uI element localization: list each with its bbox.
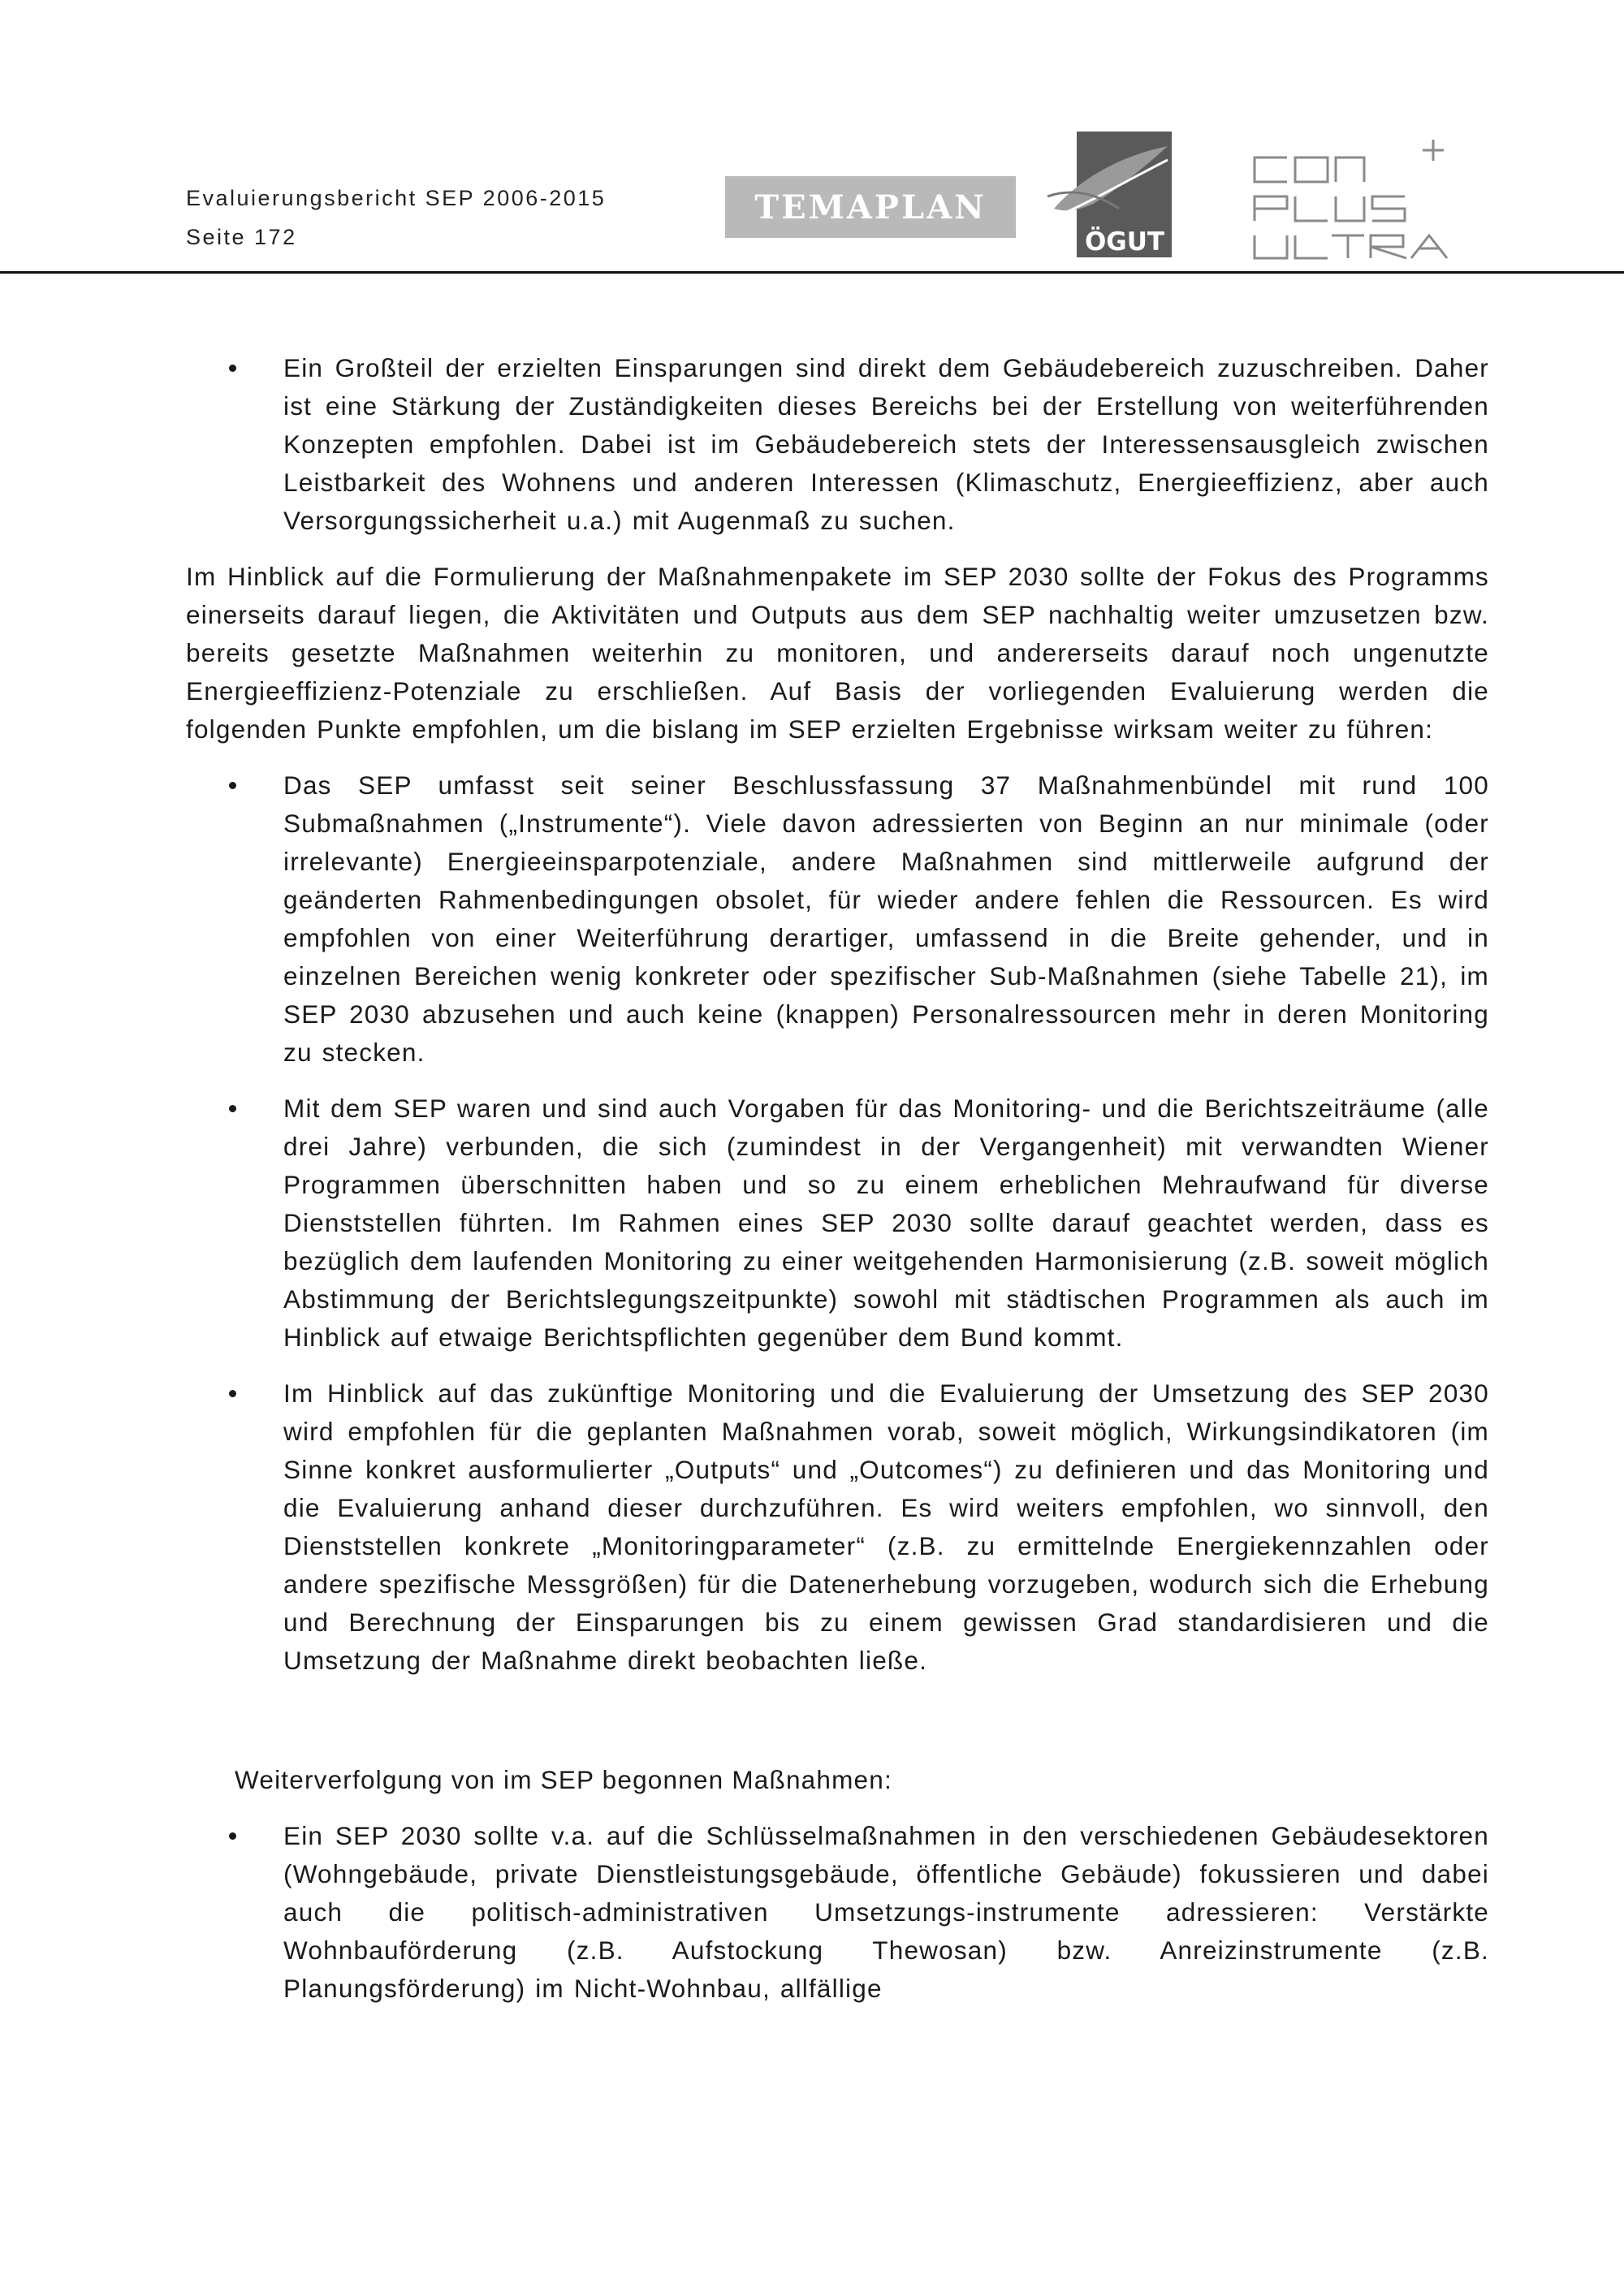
bullet-icon xyxy=(229,365,236,372)
bullet-text: Im Hinblick auf das zukünftige Monitoring und die Evaluierung der Umsetzung des SEP 2030 wird empfohlen für die geplanten Maßnahmen vorab, soweit möglich, Wirkungsindikatoren (im Sinne konkret ausformulierter „Outputs“ und „Outcomes“) zu definieren und das Monitoring und die Evaluierung anhand dieser durchzuführen. Es wird weiters empfohlen, wo sinnvoll, den Dienststellen konkrete „Monitoringparameter“ (z.B. zu ermittelnde Energiekennzahlen oder andere spezifische Messgrößen) für die Datenerhebung vorzugeben, wodurch sich die Erhebung und Berechnung der Einsparungen bis zu einem gewissen Grad standardisieren und die Umsetzung der Maßnahme direkt beobachten ließe. xyxy=(283,1379,1489,1675)
body-paragraph: Im Hinblick auf die Formulierung der Maßnahmenpakete im SEP 2030 sollte der Fokus des Programms einerseits darauf liegen, die Aktivitäten und Outputs aus dem SEP nachhaltig weiter umzusetzen bzw. bereits gesetzte Maßnahmen weiterhin zu monitoren, und andererseits darauf noch ungenutzte Energieeffizienz-Potenziale zu erschließen. Auf Basis der vorliegenden Evaluierung werden die folgenden Punkte empfohlen, um die bislang im SEP erzielten Ergebnisse wirksam weiter zu führen: xyxy=(186,562,1489,744)
bullet-text: Ein Großteil der erzielten Einsparungen sind direkt dem Gebäudebereich zuzuschreiben. Daher ist eine Stärkung der Zuständigkeiten dieses Bereichs bei der Erstellung von weiterführenden Konzepten empfohlen. Dabei ist im Gebäudebereich stets der Interessensausgleich zwischen Leistbarkeit des Wohnens und anderen Interessen (Klimaschutz, Energieeffizienz, aber auch Versorgungssicherheit u.a.) mit Augenmaß zu suchen. xyxy=(283,353,1489,535)
page-content xyxy=(186,349,1489,2008)
con-plus-ultra-logo xyxy=(1250,140,1453,261)
con-plus-ultra-wordmark xyxy=(1255,158,1447,258)
bullet-icon xyxy=(229,1105,236,1112)
list-item xyxy=(186,349,1489,540)
bullet-text: Das SEP umfasst seit seiner Beschlussfassung 37 Maßnahmenbündel mit rund 100 Submaßnahmen („Instrumente“). Viele davon adressierten von Beginn an nur minimale (oder irrelevante) Energieeinsparpotenziale, andere Maßnahmen sind mittlerweile aufgrund der geänderten Rahmenbedingungen obsolet, für wieder andere fehlen die Ressourcen. Es wird empfohlen von einer Weiterführung derartiger, umfassend in die Breite gehender, und in einzelnen Bereichen wenig konkreter oder spezifischer Sub-Maßnahmen (siehe Tabelle 21), im SEP 2030 abzusehen und auch keine (knappen) Personalressourcen mehr in deren Monitoring zu stecken. xyxy=(283,770,1489,1067)
bullet-icon xyxy=(229,782,236,789)
list-item xyxy=(186,1817,1489,2008)
list-spacer xyxy=(186,1072,1489,1090)
page-number: Seite 172 xyxy=(186,225,297,249)
section-heading: Weiterverfolgung von im SEP begonnen Maßnahmen: xyxy=(235,1765,892,1794)
report-title: Evaluierungsbericht SEP 2006-2015 xyxy=(186,186,607,210)
bullet-list-recommendations xyxy=(186,766,1489,1680)
bullet-icon xyxy=(229,1390,236,1397)
plus-mark-icon xyxy=(1423,140,1444,161)
list-item xyxy=(186,766,1489,1072)
bullet-text: Ein SEP 2030 sollte v.a. auf die Schlüsselmaßnahmen in den verschiedenen Gebäudesektoren (Wohngebäude, private Dienstleistungsgebäude, öffentliche Gebäude) fokussieren und dabei auch die politisch-administrativen Umsetzungs-instrumente adressieren: Verstärkte Wohnbauförderung (z.B. Aufstockung Thewosan) bzw. Anreizinstrumente (z.B. Planungsförderung) im Nicht-Wohnbau, allfällige xyxy=(283,1821,1489,2003)
list-item xyxy=(186,1375,1489,1680)
ogut-logo xyxy=(1046,132,1172,257)
bullet-icon xyxy=(229,1832,236,1840)
header-divider xyxy=(0,271,1624,274)
temaplan-logo xyxy=(725,176,1016,238)
bullet-list-top xyxy=(186,349,1489,540)
list-spacer xyxy=(186,1357,1489,1375)
bullet-list-bottom xyxy=(186,1817,1489,2008)
list-item xyxy=(186,1090,1489,1357)
header-meta xyxy=(186,179,606,257)
ogut-logo-text: ÖGUT xyxy=(1084,227,1165,257)
temaplan-logo-text: TEMAPLAN xyxy=(754,188,987,227)
bullet-text: Mit dem SEP waren und sind auch Vorgaben für das Monitoring- und die Berichtszeiträume (alle drei Jahre) verbunden, die sich (zumindest in der Vergangenheit) mit verwandten Wiener Programmen überschnitten haben und so zu einem erheblichen Mehraufwand für diverse Dienststellen führten. Im Rahmen eines SEP 2030 sollte darauf geachtet werden, dass es bezüglich dem laufenden Monitoring zu einer weitgehenden Harmonisierung (z.B. soweit möglich Abstimmung der Berichtslegungszeitpunkte) sowohl mit städtischen Programmen als auch im Hinblick auf etwaige Berichtspflichten gegenüber dem Bund kommt. xyxy=(283,1094,1489,1352)
